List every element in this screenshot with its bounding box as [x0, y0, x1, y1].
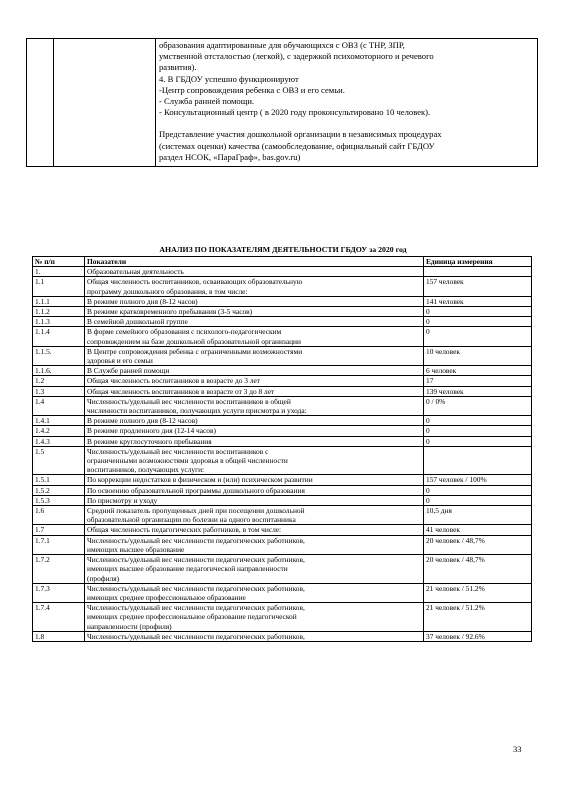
- row-unit-value: 10 человек: [424, 346, 532, 365]
- row-indicator-line: направленности (профиля): [87, 621, 172, 631]
- row-indicator: [85, 327, 424, 346]
- header-number: № п/п: [33, 257, 85, 267]
- table-row: [33, 396, 532, 415]
- header-indicator: Показатели: [85, 257, 424, 267]
- row-unit-value: 10,5 дня: [424, 506, 532, 525]
- row-unit-value: 0: [424, 485, 532, 495]
- top-text-line: 4. В ГБДОУ успешно функционируют: [159, 73, 299, 84]
- row-indicator: [85, 416, 424, 426]
- table-row: [33, 277, 532, 296]
- top-text-line: умственной отсталостью (легкой), с задержкой психомоторного и речевого: [159, 51, 434, 62]
- row-indicator: [85, 296, 424, 306]
- top-text-paragraph: [159, 129, 534, 163]
- row-indicator: [85, 485, 424, 495]
- row-indicator-line: В форме семейного образования с психолого-педагогическим: [87, 327, 282, 337]
- table-row: [33, 416, 532, 426]
- table-row: [33, 376, 532, 386]
- page-number: 33: [513, 744, 522, 754]
- row-number: 1.1.2: [33, 307, 85, 317]
- row-indicator: [85, 396, 424, 415]
- row-indicator-line: численности воспитанников, получающих услуги присмотра и ухода:: [87, 406, 307, 416]
- row-unit-value: [424, 446, 532, 475]
- row-unit-value: 157 человек: [424, 277, 532, 296]
- row-unit-value: 0 / 0%: [424, 396, 532, 415]
- row-indicator: [85, 506, 424, 525]
- row-unit-value: 141 человек: [424, 296, 532, 306]
- top-text-lines: [159, 40, 534, 118]
- row-indicator-line: Численность/удельный вес численности педагогических работников,: [87, 631, 305, 641]
- table-row: [33, 386, 532, 396]
- indicators-table: [32, 256, 532, 642]
- row-unit-value: 0: [424, 317, 532, 327]
- row-indicator-line: имеющих среднее профессиональное образование педагогической: [87, 612, 297, 622]
- row-unit-value: 20 человек / 48,7%: [424, 555, 532, 584]
- row-number: 1.5.3: [33, 495, 85, 505]
- row-unit-value: 0: [424, 416, 532, 426]
- row-unit-value: 139 человек: [424, 386, 532, 396]
- row-number: 1.4: [33, 396, 85, 415]
- top-paragraph-line: Представление участия дошкольной организации в независимых процедурах: [159, 129, 442, 140]
- row-indicator: [85, 307, 424, 317]
- row-indicator-line: Численность/удельный вес численности педагогических работников,: [87, 535, 305, 545]
- table-row: [33, 535, 532, 554]
- row-number: 1.1: [33, 277, 85, 296]
- table-row: [33, 267, 532, 277]
- table-row: [33, 366, 532, 376]
- row-indicator-line: образовательной организации по болезни на одного воспитанника: [87, 515, 296, 525]
- row-indicator: [85, 426, 424, 436]
- row-indicator-line: В Центре сопровождения ребенка с ограниченными возможностями: [87, 346, 303, 356]
- top-table-text-cell: [156, 39, 538, 167]
- row-unit-value: 21 человек / 51.2%: [424, 603, 532, 632]
- row-number: 1.7.1: [33, 535, 85, 554]
- row-indicator-line: Численность/удельный вес численности воспитанников с: [87, 446, 269, 456]
- row-unit-value: [424, 267, 532, 277]
- top-text-line: развития).: [159, 62, 197, 73]
- row-number: 1.: [33, 267, 85, 277]
- row-indicator-line: программу дошкольного образования, в том числе:: [87, 286, 248, 296]
- top-text-line: - Консультационный центр ( в 2020 году проконсультировано 10 человек).: [159, 107, 431, 118]
- top-text-line: - Служба ранней помощи.: [159, 96, 255, 107]
- table-row: [33, 485, 532, 495]
- row-indicator: [85, 346, 424, 365]
- row-unit-value: 20 человек / 48,7%: [424, 535, 532, 554]
- row-indicator: [85, 376, 424, 386]
- row-number: 1.4.2: [33, 426, 85, 436]
- row-number: 1.5.1: [33, 475, 85, 485]
- row-unit-value: 0: [424, 426, 532, 436]
- row-number: 1.5.2: [33, 485, 85, 495]
- table-row: [33, 446, 532, 475]
- row-indicator: [85, 603, 424, 632]
- top-table-row: [27, 39, 538, 167]
- row-indicator-line: ограниченными возможностями здоровья в общей численности: [87, 456, 288, 466]
- row-number: 1.7: [33, 525, 85, 535]
- row-indicator-line: По коррекции недостатков в физическом и (или) психическом развитии: [87, 475, 313, 485]
- top-paragraph-line: раздел НСОК, «ПараГраф», bas.gov.ru): [159, 151, 301, 162]
- row-unit-value: 0: [424, 436, 532, 446]
- table-row: [33, 317, 532, 327]
- table-row: [33, 346, 532, 365]
- row-unit-value: 0: [424, 327, 532, 346]
- row-number: 1.8: [33, 631, 85, 641]
- row-indicator-line: В режиме полного дня (8-12 часов): [87, 296, 198, 306]
- row-unit-value: 0: [424, 495, 532, 505]
- table-row: [33, 475, 532, 485]
- row-indicator-line: Численность/удельный вес численности педагогических работников,: [87, 603, 305, 613]
- row-number: 1.7.4: [33, 603, 85, 632]
- row-indicator-line: Численность/удельный вес численности воспитанников в общей: [87, 396, 291, 406]
- row-indicator-line: сопровождением на базе дошкольной образовательной организации: [87, 336, 301, 346]
- row-unit-value: 37 человек / 92.6%: [424, 631, 532, 641]
- row-unit-value: 17: [424, 376, 532, 386]
- row-number: 1.3: [33, 386, 85, 396]
- row-indicator-line: имеющих высшее образование: [87, 544, 185, 554]
- row-indicator: [85, 555, 424, 584]
- table-row: [33, 426, 532, 436]
- table-row: [33, 603, 532, 632]
- row-indicator: [85, 525, 424, 535]
- row-indicator: [85, 446, 424, 475]
- row-indicator-line: По присмотру и уходу: [87, 495, 158, 505]
- row-indicator-line: Общая численность воспитанников, осваивающих образовательную: [87, 277, 303, 287]
- row-number: 1.1.3: [33, 317, 85, 327]
- top-continuation-table: [26, 38, 538, 167]
- row-number: 1.7.2: [33, 555, 85, 584]
- table-row: [33, 436, 532, 446]
- row-indicator: [85, 475, 424, 485]
- row-indicator-line: Образовательная деятельность: [87, 267, 184, 277]
- row-unit-value: 6 человек: [424, 366, 532, 376]
- row-number: 1.4.3: [33, 436, 85, 446]
- row-indicator-line: Средний показатель пропущенных дней при посещении дошкольной: [87, 506, 305, 516]
- table-row: [33, 495, 532, 505]
- row-number: 1.1.1: [33, 296, 85, 306]
- row-indicator-line: здоровья и его семьи: [87, 356, 153, 366]
- row-indicator-line: имеющих высшее образование педагогической направленности: [87, 564, 288, 574]
- row-indicator: [85, 631, 424, 641]
- row-indicator-line: В режиме круглосуточного пребывания: [87, 436, 212, 446]
- row-indicator-line: Общая численность воспитанников в возрасте от 3 до 8 лет: [87, 386, 275, 396]
- table-row: [33, 555, 532, 584]
- row-indicator: [85, 386, 424, 396]
- row-indicator: [85, 436, 424, 446]
- row-indicator-line: Численность/удельный вес численности педагогических работников,: [87, 583, 305, 593]
- row-indicator: [85, 366, 424, 376]
- row-indicator-line: В режиме кратковременного пребывания (3-5 часов): [87, 307, 253, 317]
- row-indicator-line: (профиля): [87, 573, 120, 583]
- row-number: 1.5: [33, 446, 85, 475]
- table-body: [33, 267, 532, 642]
- row-number: 1.4.1: [33, 416, 85, 426]
- row-indicator: [85, 535, 424, 554]
- top-table-empty-cell-2: [54, 39, 156, 167]
- row-indicator-line: В семейной дошкольной группе: [87, 317, 188, 327]
- row-number: 1.7.3: [33, 583, 85, 602]
- row-indicator: [85, 317, 424, 327]
- table-row: [33, 525, 532, 535]
- row-indicator: [85, 267, 424, 277]
- row-indicator-line: В режиме продленного дня (12-14 часов): [87, 426, 216, 436]
- row-unit-value: 157 человек / 100%: [424, 475, 532, 485]
- row-unit-value: 41 человек: [424, 525, 532, 535]
- row-indicator: [85, 277, 424, 296]
- row-indicator-line: В Службе ранней помощи: [87, 366, 170, 376]
- row-indicator-line: В режиме полного дня (8-12 часов): [87, 416, 198, 426]
- table-row: [33, 307, 532, 317]
- row-unit-value: 0: [424, 307, 532, 317]
- table-row: [33, 296, 532, 306]
- row-number: 1.2: [33, 376, 85, 386]
- row-number: 1.1.4: [33, 327, 85, 346]
- header-unit: Единица измерения: [424, 257, 532, 267]
- row-indicator-line: Общая численность педагогических работников, в том числе:: [87, 525, 282, 535]
- row-indicator-line: Численность/удельный вес численности педагогических работников,: [87, 555, 305, 565]
- top-paragraph-line: (системах оценки) качества (самообследование, официальный сайт ГБДОУ: [159, 140, 435, 151]
- top-text-line: образования адаптированные для обучающихся с ОВЗ (с ТНР, ЗПР,: [159, 40, 405, 50]
- row-unit-value: 21 человек / 51.2%: [424, 583, 532, 602]
- row-indicator: [85, 495, 424, 505]
- table-row: [33, 631, 532, 641]
- table-header-row: [33, 257, 532, 267]
- row-indicator: [85, 583, 424, 602]
- top-text-line: -Центр сопровождения ребенка с ОВЗ и его семьи.: [159, 84, 345, 95]
- row-indicator-line: имеющих среднее профессиональное образование: [87, 592, 246, 602]
- row-number: 1.1.5.: [33, 346, 85, 365]
- top-table-empty-cell-1: [27, 39, 54, 167]
- row-indicator-line: По освоению образовательной программы дошкольного образования: [87, 485, 305, 495]
- table-row: [33, 506, 532, 525]
- row-number: 1.1.6.: [33, 366, 85, 376]
- row-number: 1.6: [33, 506, 85, 525]
- table-row: [33, 327, 532, 346]
- table-row: [33, 583, 532, 602]
- row-indicator-line: воспитанников, получающих услуги:: [87, 465, 205, 475]
- row-indicator-line: Общая численность воспитанников в возрасте до 3 лет: [87, 376, 261, 386]
- table-title: АНАЛИЗ ПО ПОКАЗАТЕЛЯМ ДЕЯТЕЛЬНОСТИ ГБДОУ за 2020 год: [159, 245, 407, 254]
